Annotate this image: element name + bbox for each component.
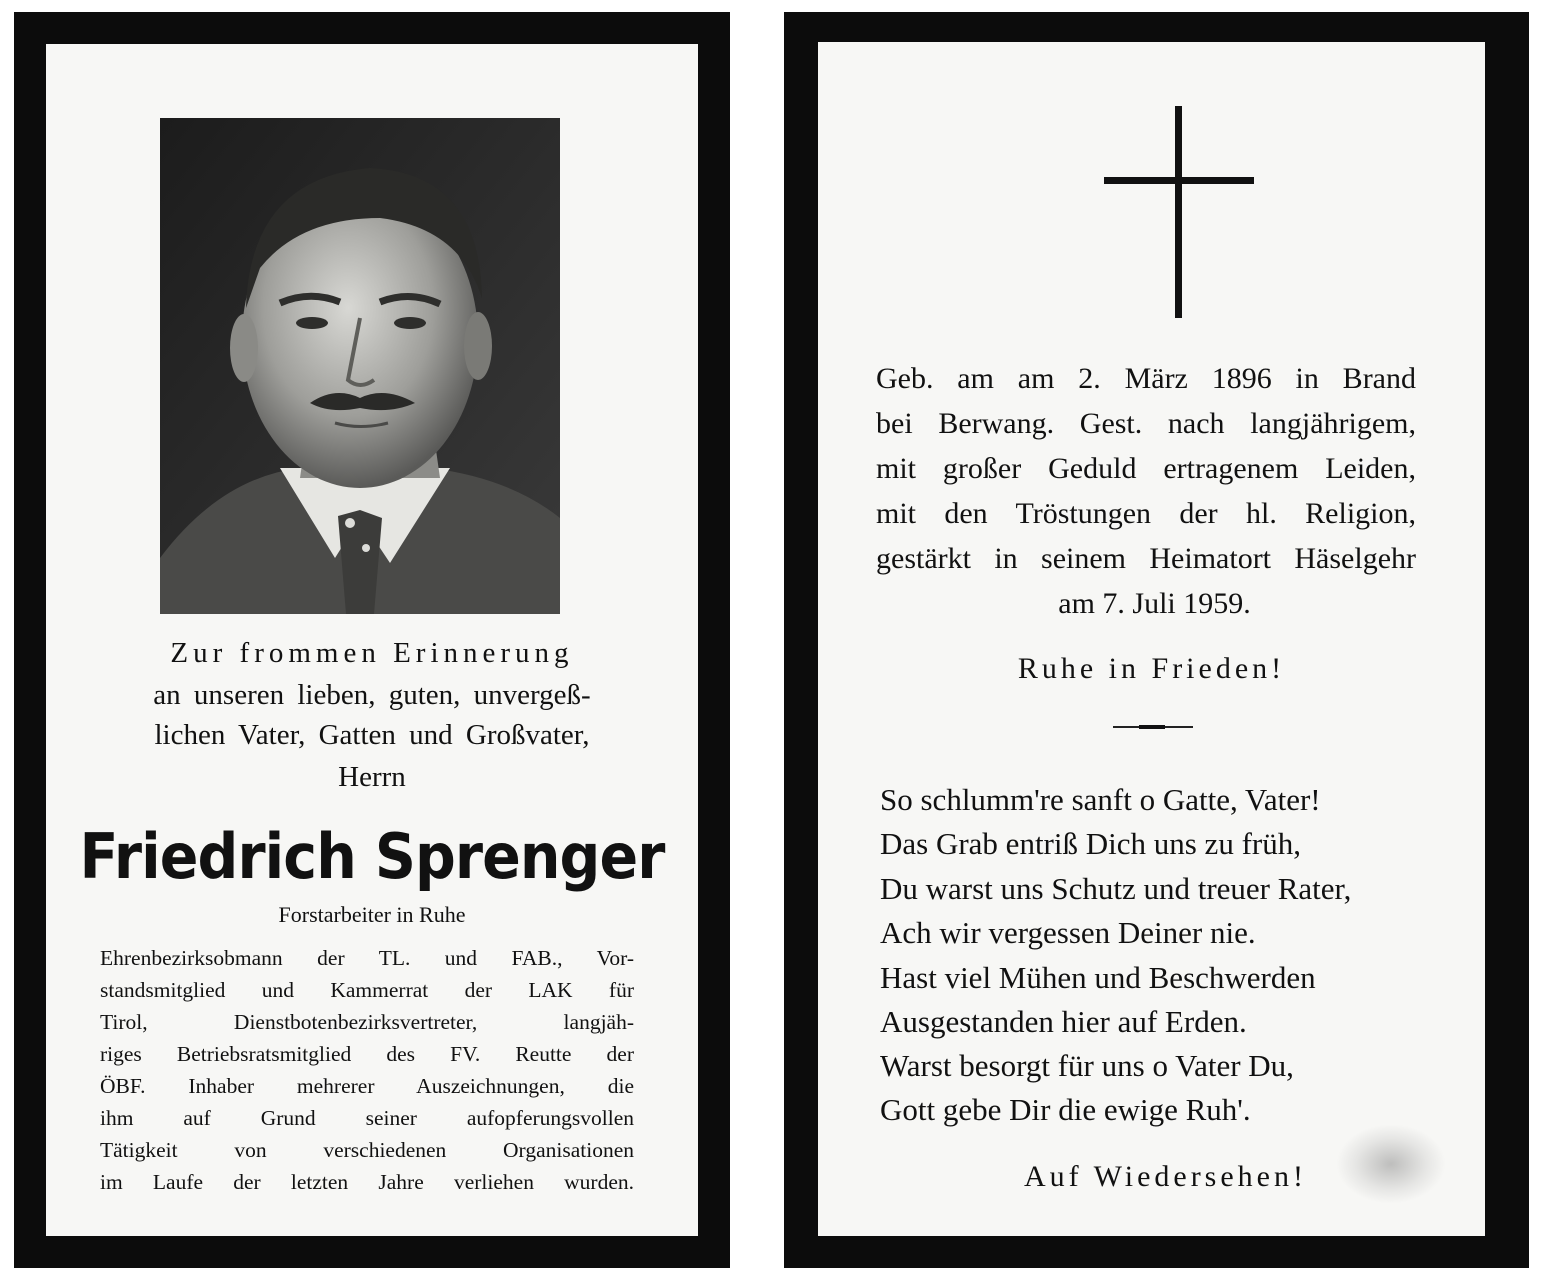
life-line-3: mit großer Geduld ertragenem Leiden,: [876, 452, 1416, 485]
poem-line-4: Ach wir vergessen Deiner nie.: [880, 915, 1256, 950]
poem-line-1: So schlumm're sanft o Gatte, Vater!: [880, 782, 1321, 817]
honors-line: standsmitglied und Kammerrat der LAK für: [100, 978, 634, 1002]
portrait-illustration: [160, 118, 560, 614]
cross-horizontal-beam: [1104, 177, 1254, 184]
honors-line: Tirol, Dienstbotenbezirksvertreter, langjäh-: [100, 1010, 634, 1034]
intro-line-1: Zur frommen Erinnerung: [170, 637, 574, 669]
intro-line-2: an unseren lieben, guten, unvergeß-: [153, 679, 591, 711]
card-back-paper: [818, 42, 1485, 1236]
life-line-4: mit den Tröstungen der hl. Religion,: [876, 497, 1416, 530]
intro-line-3: lichen Vater, Gatten und Großvater,: [154, 719, 590, 751]
occupation: Forstarbeiter in Ruhe: [278, 902, 466, 927]
poem-line-7: Warst besorgt für uns o Vater Du,: [880, 1048, 1294, 1083]
fingerprint-smudge: [1336, 1124, 1446, 1204]
honors-line: im Laufe der letzten Jahre verliehen wurden.: [100, 1170, 634, 1194]
deceased-name: Friedrich Sprenger: [79, 820, 665, 893]
farewell: Auf Wiedersehen!: [1024, 1160, 1307, 1193]
honors-line: Ehrenbezirksobmann der TL. und FAB., Vor-: [100, 946, 634, 970]
memorial-card-back: [784, 12, 1529, 1268]
honors-line: ihm auf Grund seiner aufopferungsvollen: [100, 1106, 634, 1130]
honors-paragraph: [100, 942, 634, 1198]
life-line-2: bei Berwang. Gest. nach langjährigem,: [876, 407, 1416, 440]
life-line-1: Geb. am am 2. März 1896 in Brand: [876, 362, 1416, 395]
honors-line: ÖBF. Inhaber mehrerer Auszeichnungen, die: [100, 1074, 634, 1098]
memorial-card-front: [14, 12, 730, 1268]
portrait-photo: [160, 118, 560, 614]
card-front-paper: [46, 44, 698, 1236]
life-line-5: gestärkt in seinem Heimatort Häselgehr: [876, 542, 1416, 575]
divider-ornament: [1113, 726, 1193, 728]
cross-vertical-beam: [1175, 106, 1182, 318]
intro-line-4: Herrn: [338, 761, 406, 793]
honors-line: Tätigkeit von verschiedenen Organisationen: [100, 1138, 634, 1162]
death-date: am 7. Juli 1959.: [1058, 587, 1251, 620]
honors-line: riges Betriebsratsmitglied des FV. Reutte der: [100, 1042, 634, 1066]
poem-line-6: Ausgestanden hier auf Erden.: [880, 1004, 1247, 1039]
poem-line-3: Du warst uns Schutz und treuer Rater,: [880, 871, 1352, 906]
poem-line-5: Hast viel Mühen und Beschwerden: [880, 960, 1316, 995]
poem-line-8: Gott gebe Dir die ewige Ruh'.: [880, 1092, 1251, 1127]
poem-line-2: Das Grab entriß Dich uns zu früh,: [880, 826, 1301, 861]
rest-in-peace: Ruhe in Frieden!: [1017, 652, 1286, 685]
